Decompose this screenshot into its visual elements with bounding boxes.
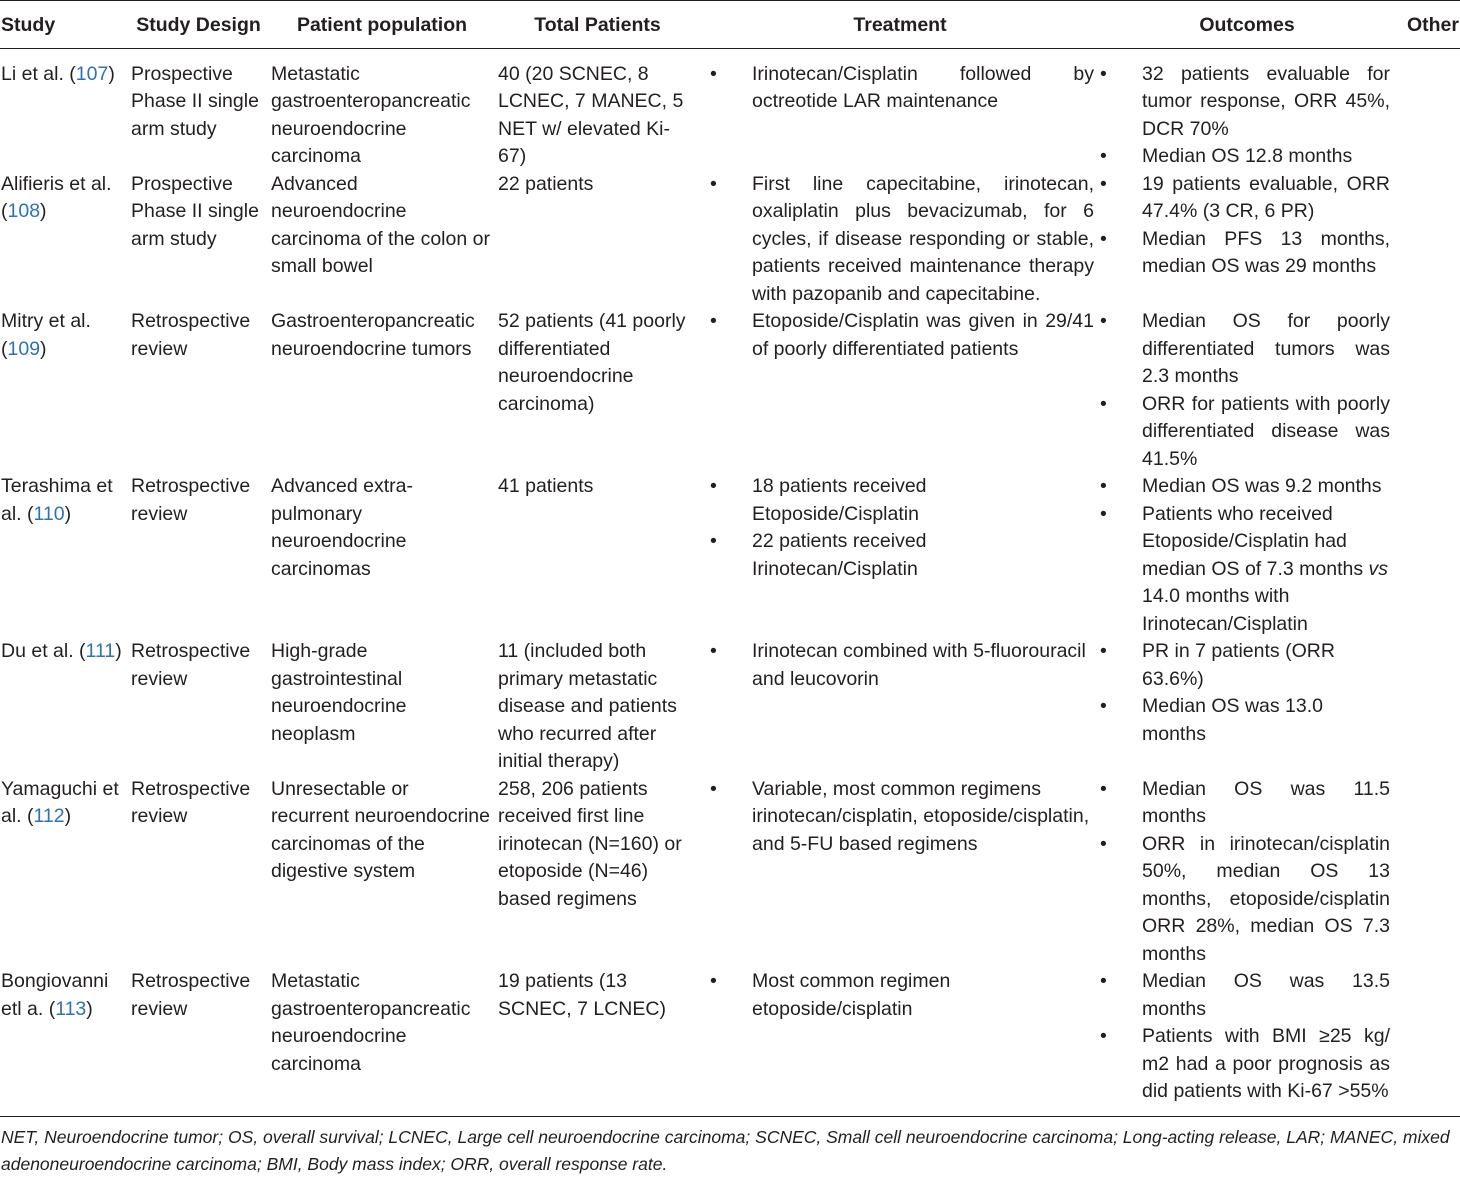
reference-link[interactable]: 112 (33, 805, 65, 827)
list-item: • Median OS was 9.2 months (1100, 473, 1390, 501)
list-item: • First line capecitabine, irinotecan, oxaliplatin plus bevacizumab, for 6 cycles, if disease responding or stable, patients received maintenance therapy with pazopanib and capecitabine. (710, 172, 1094, 305)
header-treatment: Treatment (853, 14, 947, 36)
table-header (0, 1, 1460, 49)
bullet-icon: • (1100, 832, 1107, 855)
bullet-icon: • (1100, 145, 1107, 167)
bullet-icon: • (710, 62, 717, 85)
other-cell (1394, 473, 1460, 638)
treatment-list (710, 171, 1094, 309)
treatment-cell (700, 171, 1100, 309)
header-other: Other (1406, 14, 1459, 36)
other-cell (1394, 48, 1460, 171)
table-row (0, 171, 1460, 309)
list-item: • PR in 7 patients (ORR 63.6%) (1100, 640, 1335, 690)
study-cell (0, 48, 128, 171)
treatment-cell (700, 968, 1100, 1116)
bullet-icon: • (710, 777, 717, 800)
other-cell (1394, 638, 1460, 776)
table-body (0, 48, 1460, 1116)
study-cell (0, 171, 128, 309)
table-row (0, 473, 1460, 638)
study-name: Terashima et al. ( (1, 475, 113, 525)
design-cell: Retrospective review (131, 640, 251, 690)
list-item: • Median OS was 13.0 months (1100, 695, 1324, 745)
outcomes-cell (1100, 776, 1394, 969)
other-cell (1394, 968, 1460, 1116)
study-name: Alifieris et al. ( (1, 172, 112, 222)
bullet-icon: • (1100, 475, 1107, 497)
outcomes-cell (1100, 308, 1394, 473)
treatment-list (710, 968, 1094, 1023)
study-cell (0, 968, 128, 1116)
population-cell: Unresectable or recurrent neuroendocrine carcinomas of the digestive system (271, 777, 490, 882)
reference-link[interactable]: 108 (7, 200, 41, 222)
study-cell (0, 473, 128, 638)
vs-text: vs (1368, 557, 1389, 580)
bullet-icon: • (1100, 777, 1107, 800)
population-cell: Metastatic gastroenteropancreatic neuroendocrine carcinoma (271, 970, 471, 1075)
other-cell (1394, 776, 1460, 969)
bullet-icon: • (1100, 227, 1107, 250)
design-cell: Retrospective review (131, 310, 251, 360)
list-item: • Median PFS 13 months, median OS was 29 months (1100, 227, 1390, 277)
outcomes-cell (1100, 638, 1394, 776)
outcomes-cell (1100, 473, 1394, 638)
study-name: Bongiovanni etl a. ( (1, 970, 109, 1020)
study-name-close: ) (108, 62, 115, 85)
bullet-icon: • (1100, 1025, 1107, 1047)
header-study-design: Study Design (136, 14, 261, 36)
footnote-row (0, 1116, 1460, 1178)
bullet-icon: • (1100, 640, 1107, 662)
outcomes-cell (1100, 48, 1394, 171)
study-name-close: ) (64, 805, 72, 827)
study-name-close: ) (115, 640, 122, 662)
study-name: Mitry et al. ( (1, 310, 91, 360)
header-study: Study (1, 14, 56, 36)
study-cell (0, 776, 128, 969)
header-total-patients: Total Patients (534, 14, 661, 36)
list-item: • Etoposide/Cisplatin was given in 29/41 of poorly differentiated patients (710, 310, 1094, 360)
total-patients-cell: 258, 206 patients received first line irinotecan (N=160) or etoposide (N=46) based regimens (498, 777, 682, 910)
study-name-close: ) (40, 337, 47, 360)
bullet-icon: • (1100, 502, 1107, 525)
study-name: Li et al. ( (1, 62, 76, 85)
treatment-cell (700, 48, 1100, 171)
list-item: • 19 patients evaluable, ORR 47.4% (3 CR, 6 PR) (1100, 172, 1390, 222)
list-item: • 32 patients evaluable for tumor response, ORR 45%, DCR 70% (1100, 62, 1390, 140)
treatment-cell (700, 638, 1100, 776)
table-row (0, 638, 1460, 776)
study-cell (0, 308, 128, 473)
bullet-icon: • (710, 310, 717, 332)
total-patients-cell: 52 patients (41 poorly differentiated neuroendocrine carcinoma) (498, 310, 686, 415)
study-cell (0, 638, 128, 776)
table-row (0, 776, 1460, 969)
design-cell: Retrospective review (131, 475, 251, 525)
list-item: • Median OS was 13.5 months (1100, 970, 1390, 1020)
design-cell: Retrospective review (131, 970, 251, 1020)
bullet-icon: • (1100, 970, 1107, 992)
total-patients-cell: 11 (included both primary metastatic disease and patients who recurred after initial therapy) (498, 640, 677, 772)
table-footnote: NET, Neuroendocrine tumor; OS, overall survival; LCNEC, Large cell neuroendocrine carcinoma; SCNEC, Small cell neuroendocrine carcinoma; Long-acting release, LAR; MANEC, mixed adenoneuroendocrine carcinoma; BMI, Body mass index; ORR, overall response rate. (1, 1126, 1450, 1174)
bullet-icon: • (710, 970, 717, 992)
design-cell: Prospective Phase II single arm study (131, 62, 259, 140)
reference-link[interactable]: 111 (85, 640, 116, 662)
treatment-cell (700, 308, 1100, 473)
outcomes-list (1100, 171, 1390, 281)
other-cell (1394, 171, 1460, 309)
population-cell: Advanced extra-pulmonary neuroendocrine carcinomas (271, 475, 413, 580)
outcomes-list (1100, 776, 1390, 969)
total-patients-cell: 41 patients (498, 475, 594, 497)
bullet-icon: • (1100, 695, 1107, 717)
study-name-close: ) (64, 502, 72, 525)
header-patient-population: Patient population (296, 14, 468, 36)
table-row (0, 308, 1460, 473)
study-name-close: ) (86, 997, 93, 1020)
bullet-icon: • (710, 530, 717, 552)
list-item: • Patients with BMI ≥25 kg/ m2 had a poor prognosis as did patients with Ki-67 >55% (1100, 1025, 1390, 1102)
table-footer (0, 1116, 1460, 1178)
study-name: Yamaguchi et al. ( (1, 777, 119, 827)
treatment-list (710, 638, 1094, 693)
treatment-cell (700, 473, 1100, 638)
treatment-list (710, 473, 1094, 583)
bullet-icon: • (1100, 310, 1107, 332)
population-cell: High-grade gastrointestinal neuroendocrine neoplasm (271, 640, 407, 745)
list-item: • Irinotecan combined with 5-fluorouracil and leucovorin (710, 640, 1086, 690)
outcomes-list (1100, 473, 1390, 638)
total-patients-cell: 19 patients (13 SCNEC, 7 LCNEC) (498, 970, 666, 1020)
treatment-list (710, 776, 1094, 859)
table-row (0, 968, 1460, 1116)
list-item: • Median OS for poorly differentiated tumors was 2.3 months (1100, 310, 1390, 387)
outcomes-list (1100, 968, 1390, 1106)
list-item: • ORR for patients with poorly differentiated disease was 41.5% (1100, 392, 1390, 470)
treatment-list (710, 61, 1094, 116)
header-row (0, 1, 1460, 49)
table-row (0, 48, 1460, 171)
outcomes-list (1100, 638, 1390, 748)
treatment-cell (700, 776, 1100, 969)
list-item: • Irinotecan/Cisplatin followed by octreotide LAR maintenance (710, 62, 1094, 112)
list-item: • Patients who received Etoposide/Cisplatin had median OS of 7.3 months vs 14.0 months with Irinotecan/Cisplatin (1100, 502, 1389, 635)
bullet-icon: • (710, 475, 717, 497)
list-item: • Variable, most common regimens irinotecan/cisplatin, etoposide/cisplatin, and 5-FU based regimens (710, 777, 1090, 855)
total-patients-cell: 40 (20 SCNEC, 8 LCNEC, 7 MANEC, 5 NET w/ elevated Ki-67) (498, 62, 684, 167)
reference-link[interactable]: 107 (75, 62, 109, 85)
list-item: • 22 patients received Irinotecan/Cisplatin (710, 530, 927, 580)
outcomes-list (1100, 61, 1390, 171)
study-name-close: ) (40, 200, 47, 222)
bullet-icon: • (1100, 62, 1107, 85)
header-outcomes: Outcomes (1199, 14, 1295, 36)
reference-link[interactable]: 109 (7, 337, 41, 360)
other-cell (1394, 308, 1460, 473)
list-item: • Most common regimen etoposide/cisplatin (710, 970, 951, 1020)
treatment-list (710, 308, 1094, 363)
outcomes-cell (1100, 171, 1394, 309)
bullet-icon: • (1100, 172, 1107, 195)
reference-link[interactable]: 113 (55, 997, 87, 1020)
list-item: • ORR in irinotecan/cisplatin 50%, median OS 13 months, etoposide/cisplatin ORR 28%, median OS 7.3 months (1100, 832, 1390, 965)
bullet-icon: • (710, 172, 717, 195)
reference-link[interactable]: 110 (33, 502, 65, 525)
list-item: • 18 patients received Etoposide/Cisplatin (710, 475, 927, 525)
design-cell: Retrospective review (131, 777, 251, 827)
population-cell: Advanced neuroendocrine carcinoma of the colon or small bowel (271, 172, 490, 277)
outcomes-cell (1100, 968, 1394, 1116)
list-item: • Median OS was 11.5 months (1100, 777, 1390, 827)
design-cell: Prospective Phase II single arm study (131, 172, 259, 250)
outcomes-list (1100, 308, 1390, 473)
bullet-icon: • (710, 640, 717, 662)
population-cell: Metastatic gastroenteropancreatic neuroendocrine carcinoma (271, 62, 471, 167)
total-patients-cell: 22 patients (498, 172, 594, 195)
study-name: Du et al. ( (1, 640, 86, 662)
population-cell: Gastroenteropancreatic neuroendocrine tumors (271, 310, 475, 360)
list-item: • Median OS 12.8 months (1100, 143, 1390, 171)
bullet-icon: • (1100, 392, 1107, 415)
